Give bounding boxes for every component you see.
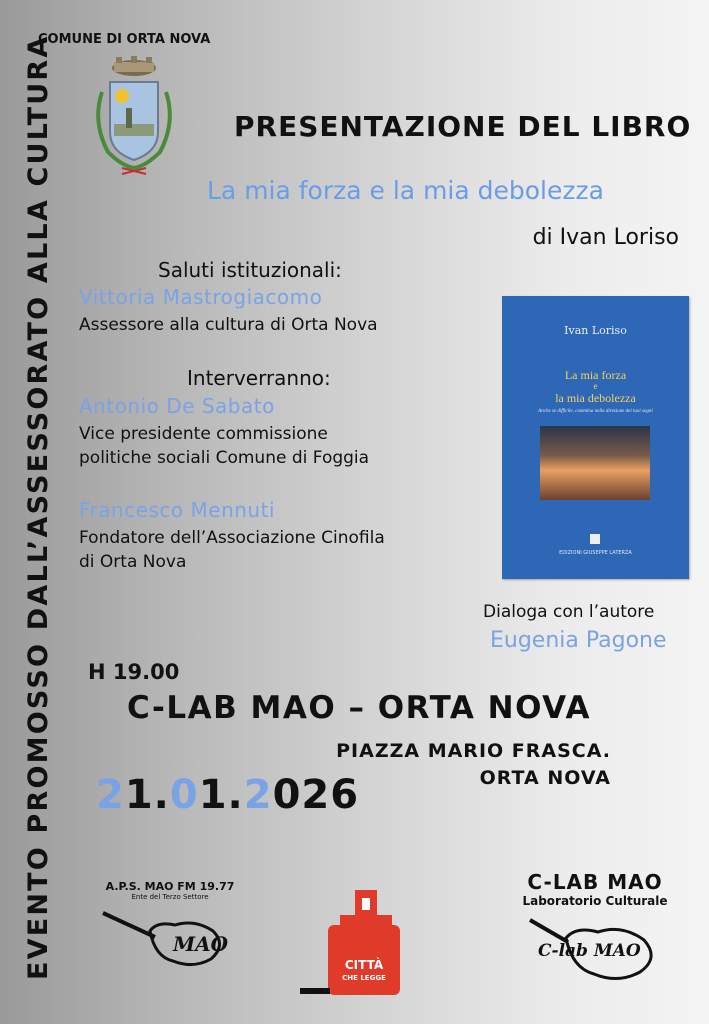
- speaker-name: Antonio De Sabato: [79, 394, 275, 418]
- event-date: 21.01.2026: [96, 772, 360, 818]
- cover-title: La mia forza e la mia debolezza: [555, 368, 636, 405]
- event-title: PRESENTAZIONE DEL LIBRO: [234, 110, 692, 143]
- saluti-role: Assessore alla cultura di Orta Nova: [79, 315, 378, 335]
- publisher-logo-icon: [590, 534, 600, 544]
- aps-mao-logo: A.P.S. MAO FM 19.77 Ente del Terzo Settore MAO: [95, 880, 245, 980]
- speaker-role: Vice presidente commissione: [79, 424, 328, 444]
- speaker-role: politiche sociali Comune di Foggia: [79, 448, 370, 468]
- speaker-name: Francesco Mennuti: [79, 498, 275, 522]
- cover-publisher: EDIZIONI GIUSEPPE LATERZA: [559, 550, 632, 556]
- book-tower-icon: [300, 880, 410, 1000]
- event-address: PIAZZA MARIO FRASCA. ORTA NOVA: [336, 740, 611, 789]
- saluti-name: Vittoria Mastrogiacomo: [79, 285, 323, 309]
- moderator-name: Eugenia Pagone: [490, 628, 667, 653]
- event-hour: H 19.00: [88, 660, 180, 684]
- dialoga-label: Dialoga con l’autore: [483, 602, 655, 622]
- event-venue: C-LAB MAO – ORTA NOVA: [127, 690, 591, 726]
- guitar-icon: [95, 901, 245, 971]
- speaker-role: Fondatore dell’Associazione Cinofila: [79, 528, 385, 548]
- citta-che-legge-logo: CITTÀ CHE LEGGE: [300, 880, 410, 1000]
- guitar-icon: [520, 908, 670, 988]
- vertical-banner: EVENTO PROMOSSO DALL’ASSESSORATO ALLA CULTURA: [23, 34, 54, 980]
- svg-text:C-lab MAO: C-lab MAO: [538, 941, 641, 961]
- coat-of-arms-icon: [86, 52, 182, 178]
- book-title: La mia forza e la mia debolezza: [207, 176, 604, 205]
- cover-author: Ivan Loriso: [564, 324, 627, 337]
- speaker-role: di Orta Nova: [79, 552, 187, 572]
- book-author: di Ivan Loriso: [532, 225, 679, 250]
- cover-photo: [540, 426, 650, 500]
- interverranno-heading: Interverranno:: [187, 366, 331, 390]
- clab-mao-logo: C-LAB MAO Laboratorio Culturale C-lab MAO: [520, 870, 670, 1000]
- svg-text:MAO: MAO: [173, 932, 229, 956]
- cover-subtitle: Anche se difficile, cammina nella direzione dei tuoi sogni: [538, 409, 653, 414]
- saluti-heading: Saluti istituzionali:: [158, 258, 342, 282]
- comune-label: COMUNE DI ORTA NOVA: [38, 32, 211, 47]
- book-cover: [502, 296, 689, 579]
